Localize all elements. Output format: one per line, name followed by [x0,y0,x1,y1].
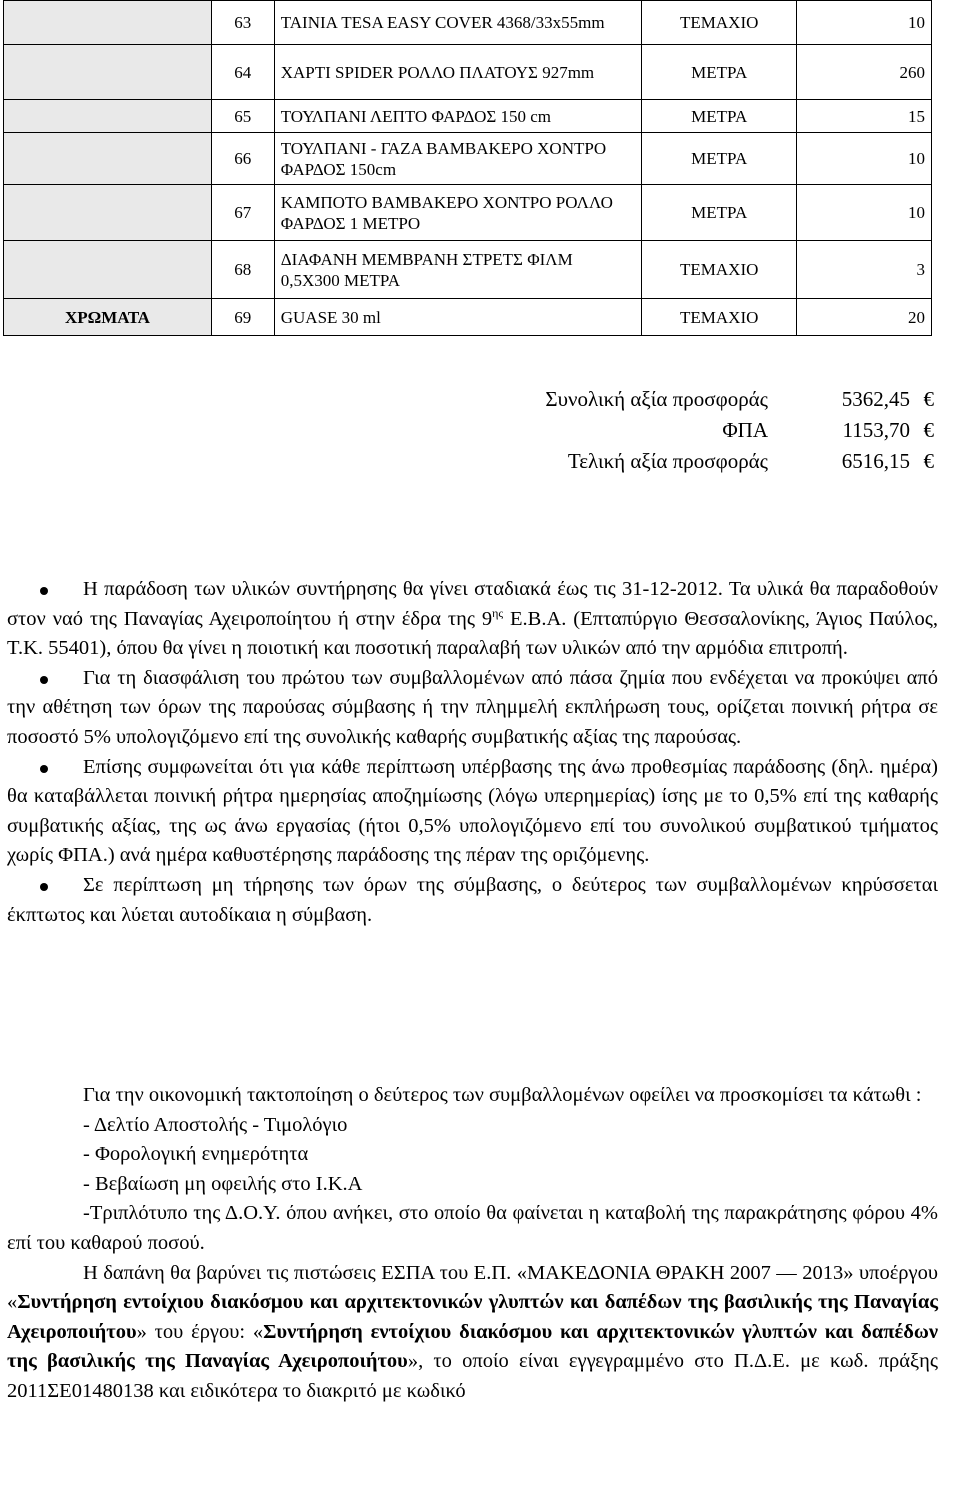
item-unit: ΜΕΤΡΑ [642,45,797,100]
category-cell [4,185,212,241]
item-unit: ΤΕΜΑΧΙΟ [642,1,797,45]
items-table [3,0,932,336]
item-description: ΧΑΡΤΙ SPIDER ΡΟΛΛΟ ΠΛΑΤΟΥΣ 927mm [274,45,642,100]
item-quantity: 10 [797,1,932,45]
item-description: ΔΙΑΦΑΝΗ ΜΕΜΒΡΑΝΗ ΣΤΡΕΤΣ ΦΙΛΜ 0,5Χ300 ΜΕΤΡΑ [274,241,642,299]
item-number: 68 [211,241,274,299]
list-item: - Φορολογική ενημερότητα [83,1143,309,1166]
category-cell [4,1,212,45]
item-number: 67 [211,185,274,241]
item-quantity: 10 [797,133,932,185]
document-list [7,1111,938,1259]
category-cell [4,100,212,133]
table-row [4,241,932,299]
item-unit: ΜΕΤΡΑ [642,100,797,133]
euro-icon: € [923,387,934,411]
superscript: ης [492,605,504,620]
list-item: Επίσης συμφωνείται ότι για κάθε περίπτωση υπέρβασης της άνω προθεσμίας παράδοσης (δηλ. ημέρα) θα καταβάλλεται ποινική ρήτρα ημερησίας αποζημίωσης (λόγω υπερημερίας) ίσης με το 0,5% επί της καθαρής συμβατικής αξίας, της ως άνω εργασίας (ήτοι 0,5% υπολογιζόμενο επί του συνολικού συμβατικού τμήματος χωρίς ΦΠΑ.) ανά ημέρα καθυστέρησης παράδοσης της πέραν της οριζόμενης. [7,755,938,867]
funding-paragraph: Η δαπάνη θα βαρύνει τις πιστώσεις ΕΣΠΑ του Ε.Π. «ΜΑΚΕΔΟΝΙΑ ΘΡΑΚΗ 2007 — 2013» υποέργου «Συντήρηση εντοίχιου διακόσμου και αρχιτεκτονικών γλυπτών και δαπέδων της βασιλικής της Παναγίας Αχειροποιήτου» του έργου: «Συντήρηση εντοίχιου διακόσμου και αρχιτεκτονικών γλυπτών και δαπέδων της βασιλικής της Παναγίας Αχειροποιήτου», το οποίο είναι εγγεγραμμένο στο Π.Δ.Ε. με κωδ. πράξης 2011ΣΕ01480138 και ειδικότερα το διακριτό με κωδικό [7,1261,938,1402]
final-row [470,446,940,477]
euro-icon: € [923,418,934,442]
item-number: 69 [211,299,274,336]
table-row [4,1,932,45]
item-quantity: 3 [797,241,932,299]
list-item: -Τριπλότυπο της Δ.Ο.Υ. όπου ανήκει, στο οποίο θα φαίνεται η καταβολή της παρακράτησης φόρου 4% επί του καθαρού ποσού. [7,1202,938,1254]
final-label: Τελική αξία προσφοράς [567,449,768,473]
list-item: Για τη διασφάλιση του πρώτου των συμβαλλομένων από πάσα ζημία που ενδέχεται να προκύψει από την αθέτηση των όρων της παρούσας σύμβασης ή την πλημμελή εκπλήρωση τους, ορίζεται ποινική ρήτρα σε ποσοστό 5% υπολογιζόμενο επί της συνολικής καθαρής συμβατικής αξίας της παρούσας. [7,666,938,748]
table-row [4,45,932,100]
item-quantity: 260 [797,45,932,100]
item-quantity: 10 [797,185,932,241]
list-item: Η παράδοση των υλικών συντήρησης θα γίνει σταδιακά έως τις 31-12-2012. Τα υλικά θα παραδοθούν στον ναό της Παναγίας Αχειροποίητου ή στην έδρα της $9^{\eta\varsigma}$ Ε.Β.Α. (Επταπύργιο Θεσσαλονίκης, Άγιος Παύλος, Τ.Κ. 55401), όπου θα γίνει η ποιοτική και ποσοτική παραλαβή των υλικών από την αρμόδια επιτροπή. [7,578,938,660]
item-number: 63 [211,1,274,45]
category-cell [4,45,212,100]
project-title: Συντήρηση εντοίχιου διακόσμου και αρχιτεκτονικών γλυπτών και δαπέδων της βασιλικής της Παναγίας Αχειροποιήτου [7,1320,938,1373]
item-quantity: 15 [797,100,932,133]
subtotal-value: 5362,45 [841,387,910,411]
table-row [4,185,932,241]
item-number: 66 [211,133,274,185]
table-row [4,133,932,185]
category-cell: ΧΡΩΜΑΤΑ [4,299,212,336]
euro-icon: € [923,449,934,473]
bullet-icon [40,883,48,891]
list-item: - Δελτίο Αποστολής - Τιμολόγιο [83,1113,348,1136]
terms-list [7,575,938,930]
item-number: 64 [211,45,274,100]
bullet-icon [40,765,48,773]
vat-value: 1153,70 [842,418,910,442]
item-number: 65 [211,100,274,133]
table-row [4,299,932,336]
item-description: ΤΑΙΝΙΑ TESA EASY COVER 4368/33x55mm [274,1,642,45]
subproject-title: Συντήρηση εντοίχιου διακόσμου και αρχιτεκτονικών γλυπτών και δαπέδων της βασιλικής της Παναγίας Αχειροποιήτου [7,1291,938,1343]
bullet-icon [40,676,48,684]
item-unit: ΤΕΜΑΧΙΟ [642,241,797,299]
subtotal-label: Συνολική αξία προσφοράς [545,387,768,411]
vat-row [470,415,940,446]
item-unit: ΜΕΤΡΑ [642,185,797,241]
closing-section [7,1081,938,1407]
item-description: GUASE 30 ml [274,299,642,336]
item-description: ΤΟΥΛΠΑΝΙ ΛΕΠΤΟ ΦΑΡΔΟΣ 150 cm [274,100,642,133]
item-description: ΚΑΜΠΟΤΟ ΒΑΜΒΑΚΕΡΟ ΧΟΝΤΡΟ ΡΟΛΛΟ ΦΑΡΔΟΣ 1 ΜΕΤΡΟ [274,185,642,241]
list-item: - Βεβαίωση μη οφειλής στο Ι.Κ.Α [83,1172,363,1195]
subtotal-row [470,384,940,415]
category-cell [4,133,212,185]
item-description: ΤΟΥΛΠΑΝΙ - ΓΑΖΑ ΒΑΜΒΑΚΕΡΟ ΧΟΝΤΡΟ ΦΑΡΔΟΣ 150cm [274,133,642,185]
final-value: 6516,15 [841,449,910,473]
bullet-icon [40,587,48,595]
list-item: Σε περίπτωση μη τήρησης των όρων της σύμβασης, ο δεύτερος των συμβαλλομένων κηρύσσεται έκπτωτος και λύεται αυτοδίκαια η σύμβαση. [7,873,938,926]
category-cell [4,241,212,299]
closing-intro: Για την οικονομική τακτοποίηση ο δεύτερος των συμβαλλομένων οφείλει να προσκομίσει τα κάτωθι : [83,1084,922,1106]
vat-label: ΦΠΑ [722,418,768,442]
item-unit: ΜΕΤΡΑ [642,133,797,185]
item-quantity: 20 [797,299,932,336]
item-unit: ΤΕΜΑΧΙΟ [642,299,797,336]
totals-block [470,384,940,477]
table-row [4,100,932,133]
